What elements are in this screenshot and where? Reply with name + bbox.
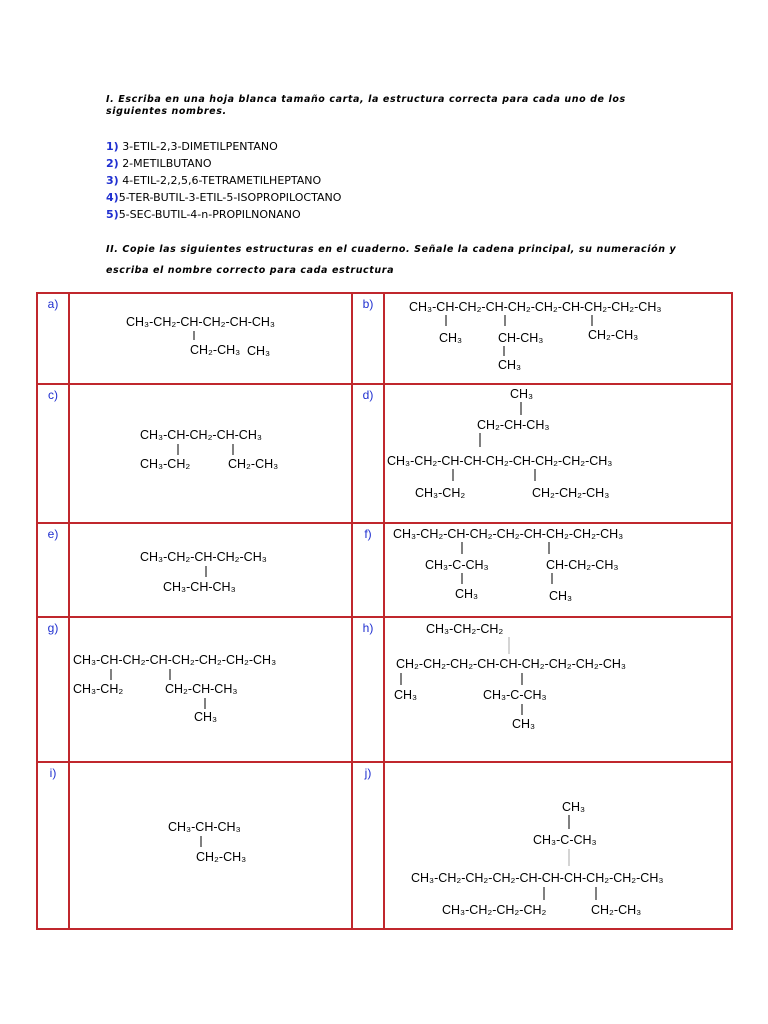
name-text: 3-ETIL-2,3-DIMETILPENTANO — [122, 140, 278, 153]
label-a: a) — [37, 293, 69, 384]
struct-g-sub1: CH₃-CH₂ — [73, 682, 124, 697]
struct-j-main: CH₃-CH₂-CH₂-CH₂-CH-CH-CH-CH₂-CH₂-CH₃ — [411, 870, 664, 885]
struct-i-sub1: CH₂-CH₃ — [196, 849, 247, 864]
struct-h-sub2: CH₃-C-CH₃ — [483, 688, 547, 703]
struct-a-sub1: CH₂-CH₃ — [190, 343, 241, 357]
table-row — [37, 617, 732, 762]
structure-a — [70, 294, 351, 384]
name-text: 5-TER-BUTIL-3-ETIL-5-ISOPROPILOCTANO — [118, 191, 342, 204]
name-item — [106, 206, 341, 223]
label-e: e) — [37, 523, 69, 617]
struct-j-top: CH₃ — [562, 799, 586, 814]
name-item — [106, 138, 341, 155]
name-text: 5-SEC-BUTIL-4-n-PROPILNONANO — [118, 208, 301, 221]
table-row — [37, 384, 732, 524]
struct-h-sub1: CH₃ — [394, 688, 418, 703]
label-g: g) — [37, 617, 69, 762]
instruction-part-2: II. Copie las siguientes estructuras en el cuaderno. Señale la cadena principal, su numeración y escriba el nombre correcto para cada estructura — [106, 244, 677, 276]
struct-b-sub3: CH₂-CH₃ — [588, 328, 639, 342]
structure-i — [70, 763, 351, 929]
cell-f — [384, 523, 732, 617]
name-item — [106, 189, 341, 206]
struct-d-top: CH₃ — [510, 386, 534, 401]
cell-i — [69, 762, 352, 929]
structure-j — [385, 763, 731, 929]
name-text: 4-ETIL-2,2,5,6-TETRAMETILHEPTANO — [122, 174, 322, 187]
structures-table — [36, 292, 733, 930]
cell-e — [69, 523, 352, 617]
label-i: i) — [37, 762, 69, 929]
struct-d-sub1: CH₃-CH₂ — [415, 485, 466, 500]
structure-e — [70, 524, 351, 617]
struct-c-sub2: CH₂-CH₃ — [228, 456, 279, 471]
cell-d — [384, 384, 732, 524]
structure-b — [385, 294, 731, 384]
struct-d-sub2: CH₂-CH₂-CH₃ — [532, 485, 610, 500]
name-number: 3) — [106, 174, 119, 187]
struct-h-sub3: CH₃ — [512, 717, 536, 732]
table-row — [37, 762, 732, 929]
struct-j-sub2: CH₂-CH₃ — [591, 902, 642, 917]
name-number: 2) — [106, 157, 119, 170]
struct-b-main: CH₃-CH-CH₂-CH-CH₂-CH₂-CH-CH₂-CH₂-CH₃ — [409, 300, 662, 314]
struct-g-main: CH₃-CH-CH₂-CH-CH₂-CH₂-CH₂-CH₃ — [73, 653, 277, 668]
struct-e-sub1: CH₃-CH-CH₃ — [163, 580, 236, 595]
struct-h-top: CH₃-CH₂-CH₂ — [426, 622, 504, 637]
struct-b-sub2: CH-CH₃ — [498, 331, 544, 345]
name-item — [106, 155, 341, 172]
struct-h-main: CH₂-CH₂-CH₂-CH-CH-CH₂-CH₂-CH₂-CH₃ — [396, 657, 626, 672]
struct-a-main: CH₃-CH₂-CH-CH₂-CH-CH₃ — [126, 315, 276, 329]
struct-f-sub3: CH₃ — [455, 587, 479, 602]
struct-g-sub3: CH₃ — [194, 710, 218, 725]
struct-b-sub1: CH₃ — [439, 331, 463, 345]
cell-h — [384, 617, 732, 762]
label-b: b) — [352, 293, 384, 384]
struct-j-mid: CH₃-C-CH₃ — [533, 832, 597, 847]
names-list — [106, 138, 341, 223]
name-item — [106, 172, 341, 189]
cell-c — [69, 384, 352, 524]
name-number: 1) — [106, 140, 119, 153]
cell-b — [384, 293, 732, 384]
label-f: f) — [352, 523, 384, 617]
cell-a — [69, 293, 352, 384]
structure-g — [70, 618, 351, 762]
struct-d-mid: CH₂-CH-CH₃ — [477, 417, 550, 432]
label-d: d) — [352, 384, 384, 524]
table-row — [37, 523, 732, 617]
name-text: 2-METILBUTANO — [122, 157, 212, 170]
structure-d — [385, 385, 731, 524]
struct-f-sub2: CH-CH₂-CH₃ — [546, 558, 619, 573]
cell-j — [384, 762, 732, 929]
struct-j-sub1: CH₃-CH₂-CH₂-CH₂ — [442, 902, 547, 917]
struct-i-main: CH₃-CH-CH₃ — [168, 819, 241, 834]
struct-a-sub2: CH₃ — [247, 344, 271, 358]
struct-d-main: CH₃-CH₂-CH-CH-CH₂-CH-CH₂-CH₂-CH₃ — [387, 453, 613, 468]
label-c: c) — [37, 384, 69, 524]
structure-c — [70, 385, 351, 524]
label-h: h) — [352, 617, 384, 762]
name-number: 4) — [106, 191, 119, 204]
struct-c-sub1: CH₃-CH₂ — [140, 456, 191, 471]
structure-f — [385, 524, 731, 617]
struct-g-sub2: CH₂-CH-CH₃ — [165, 682, 238, 697]
struct-f-sub4: CH₃ — [549, 589, 573, 604]
cell-g — [69, 617, 352, 762]
struct-e-main: CH₃-CH₂-CH-CH₂-CH₃ — [140, 550, 267, 565]
instruction-part-1: I. Escriba en una hoja blanca tamaño carta, la estructura correcta para cada uno de los siguientes nombres. — [106, 94, 626, 117]
struct-c-main: CH₃-CH-CH₂-CH-CH₃ — [140, 427, 262, 442]
table-row — [37, 293, 732, 384]
structure-h — [385, 618, 731, 762]
name-number: 5) — [106, 208, 119, 221]
label-j: j) — [352, 762, 384, 929]
struct-f-sub1: CH₃-C-CH₃ — [425, 558, 489, 573]
struct-b-sub4: CH₃ — [498, 358, 522, 372]
struct-f-main: CH₃-CH₂-CH-CH₂-CH₂-CH-CH₂-CH₂-CH₃ — [393, 527, 624, 542]
